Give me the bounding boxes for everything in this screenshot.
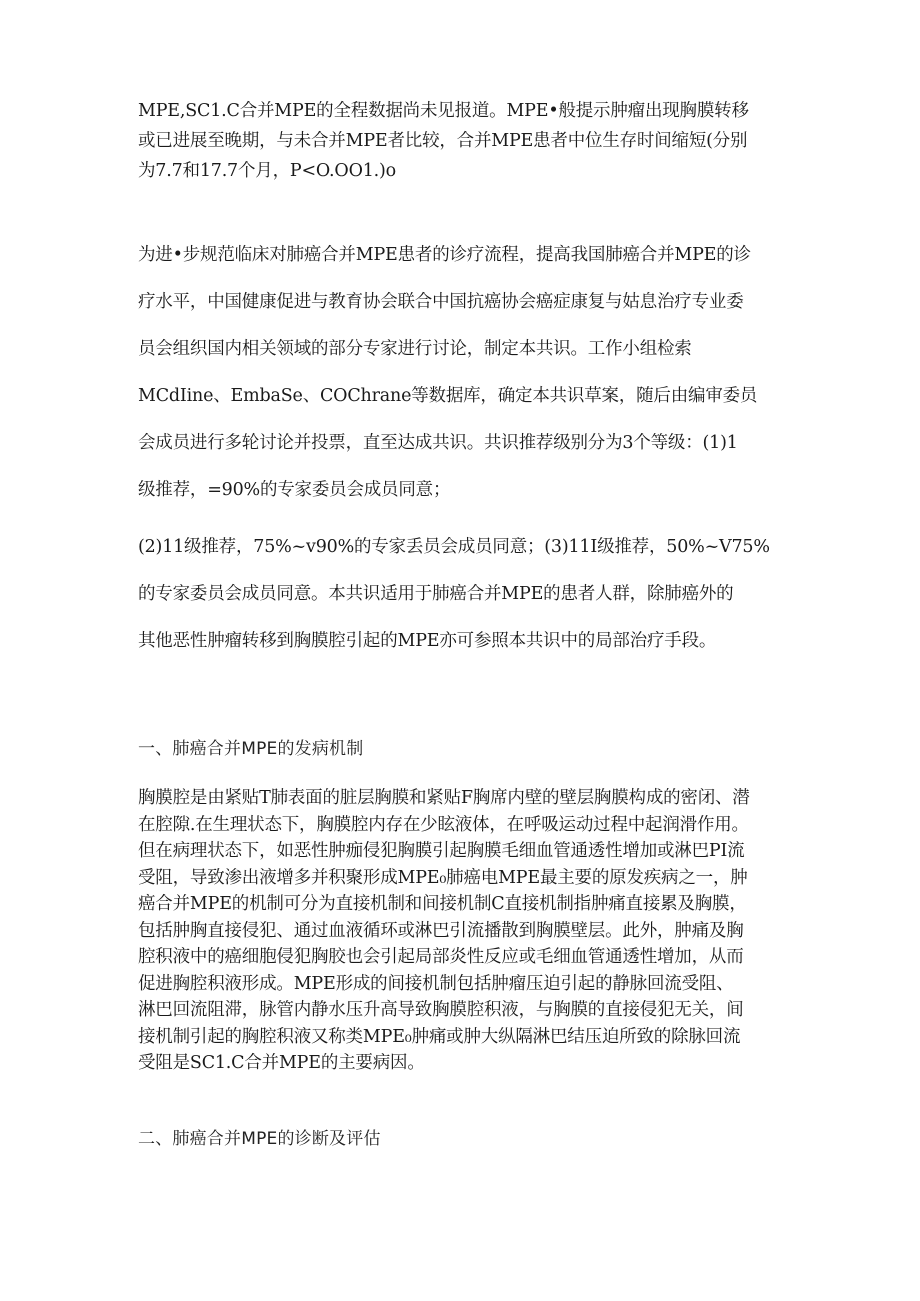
paragraph-pathogenesis — [138, 785, 788, 1077]
text-line: 受阻，导致渗出液增多并积聚形成MPE₀肺癌电MPE最主要的原发疾病之一，肿 — [138, 867, 748, 888]
text-line: 其他恶性肿瘤转移到胸膜腔引起的MPE亦可参照本共识中的局部治疗手段。 — [138, 631, 717, 651]
text-line: 但在病理状态下，如恶性肿痂侵犯胸膜引起胸膜毛细血管通透性增加或淋巴PI流 — [138, 841, 745, 861]
text-line: MCdIine、EmbaSe、COChrane等数据库，确定本共识草案，随后由编审委员 — [138, 386, 758, 406]
text-line: 为进•步规范临床对肺癌合并MPE患者的诊疗流程，提高我国肺癌合并MPE的诊 — [138, 245, 751, 265]
paragraph-consensus-intro — [138, 232, 788, 514]
text-line: 腔积液中的癌细胞侵犯胸胶也会引起局部炎性反应或毛细血管通透性增加，从而 — [138, 947, 744, 967]
text-line: 癌合并MPE的机制可分为直接机制和间接机制C直接机制指肿痛直接累及胸膜， — [138, 894, 747, 914]
text-line: 或已进展至晚期，与未合并MPE者比较，合并MPE患者中位生存时间缩短(分别 — [138, 131, 748, 151]
text-line: 的专家委员会成员同意。本共识适用于肺癌合并MPE的患者人群，除肺癌外的 — [138, 584, 734, 604]
text-line: 为7.7和17.7个月，P<O.OO1.)o — [138, 161, 396, 181]
section-heading-pathogenesis: 一、肺癌合并MPE的发病机制 — [138, 739, 364, 759]
text-line: (2)11级推荐，75%~v90%的专家丢员会成员同意；(3)11I级推荐，50%~V75% — [138, 537, 770, 557]
text-line: 包括肿胸直接侵犯、通过血液循环或淋巴引流播散到胸膜壁层。此外，肿痛及胸 — [138, 920, 744, 941]
text-line: 胸膜腔是由紧贴T肺表面的脏层胸膜和紧贴F胸席内壁的壁层胸膜构成的密闭、潜 — [138, 788, 750, 808]
text-line: MPE,SC1.C合并MPE的全程数据尚未见报道。MPE•般提示肿瘤出现胸膜转移 — [138, 101, 749, 121]
text-line: 级推荐，=90%的专家委员会成员同意； — [138, 480, 451, 500]
text-line: 员会组织国内相关领域的部分专家进行讨论，制定本共识。工作小组检索 — [138, 339, 692, 359]
text-line: 会成员进行多轮讨论并投票，直至达成共识。共识推荐级别分为3个等级：(1)1 — [138, 433, 738, 453]
text-line: 促进胸腔积液形成。MPE形成的间接机制包括肿瘤压迫引起的静脉回流受阻、 — [138, 973, 734, 994]
text-line: 淋巴回流阻滞，脉管内静水压升高导致胸膜腔积液，与胸膜的直接侵犯无关，间 — [138, 1000, 744, 1020]
text-line: 疗水平，中国健康促进与教育协会联合中国抗癌协会癌症康复与姑息治疗专业委 — [138, 292, 744, 312]
text-line: 接机制引起的胸腔积液又称类MPE₀肿痛或肿大纵隔淋巴结压迫所致的除脉回流 — [138, 1026, 741, 1047]
text-line: 在腔隙.在生理状态下，胸膜腔内存在少眩液体，在呼吸运动过程中起润滑作用。 — [138, 814, 749, 835]
text-line: 受阻是SC1.C合并MPE的主要病因。 — [138, 1053, 425, 1073]
section-heading-diagnosis: 二、肺癌合并MPE的诊断及评估 — [138, 1129, 381, 1149]
paragraph-survival-data — [138, 96, 788, 186]
paragraph-recommendation-levels — [138, 524, 788, 665]
